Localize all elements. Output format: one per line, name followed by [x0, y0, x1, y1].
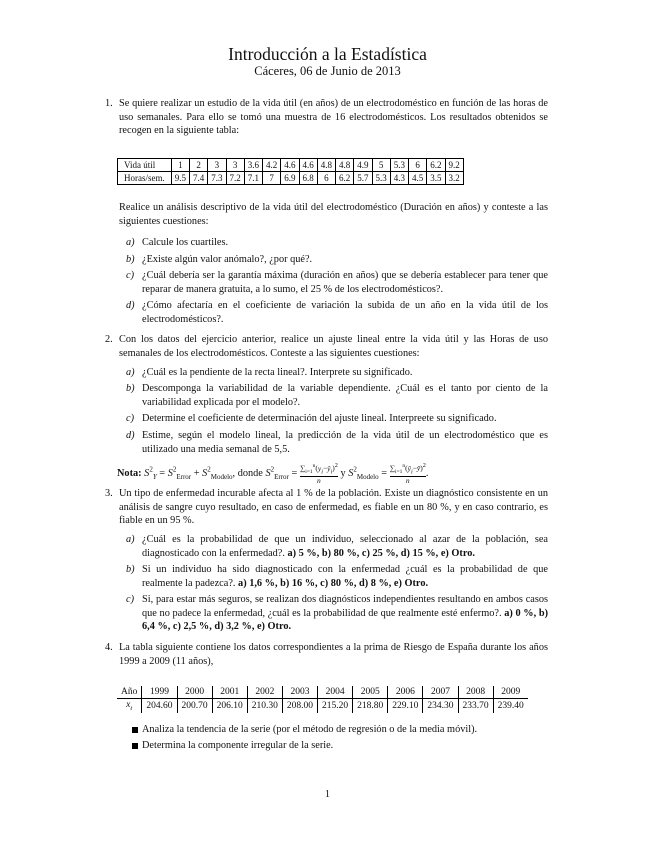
- table-cell: Vida útil: [118, 159, 172, 172]
- q1c-label: c): [126, 270, 134, 281]
- q3b-text: [142, 563, 548, 590]
- table-cell: 5.3: [390, 159, 408, 172]
- table-row: [118, 172, 464, 185]
- q1-number: 1.: [105, 98, 113, 109]
- table-cell: 2000: [177, 686, 212, 699]
- table-cell: 7: [263, 172, 281, 185]
- table-row: [117, 699, 528, 713]
- q2a-text: ¿Cuál es la pendiente de la recta lineal?. Interprete su significado.: [142, 367, 413, 378]
- q3a-text: [142, 533, 548, 560]
- table-cell: 3: [226, 159, 244, 172]
- table-cell: 1999: [142, 686, 177, 699]
- q2b-label: b): [126, 383, 135, 394]
- table-cell: 233.70: [458, 699, 493, 713]
- page-number: 1: [324, 789, 331, 800]
- table-cell: 7.4: [190, 172, 208, 185]
- q1-data-table: [117, 158, 464, 185]
- table-cell: 3.2: [445, 172, 463, 185]
- bullet-icon: [132, 727, 138, 733]
- q2a-label: a): [126, 367, 135, 378]
- table-cell: 2006: [388, 686, 423, 699]
- q2d-label: d): [126, 430, 135, 441]
- table-cell: 5.7: [354, 172, 372, 185]
- table-cell: 4.8: [317, 159, 335, 172]
- q2-number: 2.: [105, 334, 113, 345]
- q2c-label: c): [126, 413, 134, 424]
- q1a-text: Calcule los cuartiles.: [142, 237, 229, 248]
- table-cell: 3.6: [244, 159, 262, 172]
- table-cell: 2009: [493, 686, 528, 699]
- table-cell: 4.3: [390, 172, 408, 185]
- table-cell: 204.60: [142, 699, 177, 713]
- q1c-text: ¿Cuál debería ser la garantía máxima (duración en años) que se debería establecer para tener que reparar de manera gratuita, a lo sumo, el 25 % de los electrodomésticos?.: [142, 270, 548, 295]
- table-cell: 2003: [282, 686, 317, 699]
- table-cell: 200.70: [177, 699, 212, 713]
- table-cell: 2: [190, 159, 208, 172]
- table-cell: [117, 699, 142, 713]
- table-cell: 9.5: [171, 172, 189, 185]
- table-cell: 2005: [353, 686, 388, 699]
- q3-number: 3.: [105, 488, 113, 499]
- table-cell: 2001: [212, 686, 247, 699]
- table-cell: 4.2: [263, 159, 281, 172]
- q3a-question: ¿Cuál es la probabilidad de que un individuo, seleccionado al azar de la población, sea diagnosticado con la enfermedad?.: [142, 534, 548, 559]
- table-cell: 4.5: [409, 172, 427, 185]
- table-cell: 239.40: [493, 699, 528, 713]
- q3c-options: a) 0 %, b) 6,4 %, c) 2,5 %, d) 3,2 %, e) Otro.: [142, 607, 548, 633]
- table-cell: 6.9: [281, 172, 299, 185]
- q3b-question: Si un individuo ha sido diagnosticado con la enfermedad ¿cuál es la probabilidad de que realmente la padezca?.: [142, 564, 548, 589]
- table-cell: 3.5: [427, 172, 445, 185]
- table-cell: 2007: [423, 686, 458, 699]
- table-cell: 6: [409, 159, 427, 172]
- q1d-text: ¿Cómo afectaría en el coeficiente de variación la subida de un año en la vida útil de los electrodomésticos?.: [142, 300, 548, 325]
- q2c-text: Determine el coeficiente de determinación del ajuste lineal. Interpreete su significado.: [142, 413, 497, 424]
- q3a-label: a): [126, 534, 135, 545]
- q3a-options: a) 5 %, b) 80 %, c) 25 %, d) 15 %, e) Otro.: [287, 547, 475, 559]
- q3c-text: [142, 593, 548, 634]
- q4-intro: La tabla siguiente contiene los datos correspondientes a la prima de Riesgo de España durante los años 1999 a 2009 (11 años),: [119, 642, 548, 667]
- table-cell: 3: [208, 159, 226, 172]
- table-cell: 1: [171, 159, 189, 172]
- table-cell: 4.9: [354, 159, 372, 172]
- q2b-text: Descomponga la variabilidad de la variable dependiente. ¿Cuál es el tanto por ciento de la variabilidad explicada por el modelo?.: [142, 383, 548, 408]
- table-cell: 4.6: [299, 159, 317, 172]
- page-title: Introducción a la Estadística: [228, 44, 427, 64]
- q2-note: [117, 462, 428, 485]
- table-cell: 229.10: [388, 699, 423, 713]
- table-cell: 6.2: [427, 159, 445, 172]
- table-cell: 2004: [318, 686, 353, 699]
- q1b-text: ¿Existe algún valor anómalo?, ¿por qué?.: [142, 254, 313, 265]
- table-cell: Horas/sem.: [118, 172, 172, 185]
- xt-subscript: t: [130, 704, 133, 712]
- q1-intro: Se quiere realizar un estudio de la vida útil (en años) de un electrodoméstico en función de las horas de uso semanales. Para ello se tomó una muestra de 16 electrodomésticos. Los resultados obtenidos se recogen en la siguiente tabla:: [119, 98, 548, 137]
- table-cell: 6.8: [299, 172, 317, 185]
- table-cell: 6: [317, 172, 335, 185]
- q4-data-table: [117, 686, 528, 713]
- q4-bullet-1: Analiza la tendencia de la serie (por el método de regresión o de la media móvil).: [142, 724, 478, 735]
- page-subtitle: Cáceres, 06 de Junio de 2013: [254, 64, 401, 78]
- table-cell: Año: [117, 686, 142, 699]
- table-cell: 206.10: [212, 699, 247, 713]
- q2d-text: Estime, según el modelo lineal, la predicción de la vida útil de un electrodoméstico que es utilizado una media semanal de 5,5.: [142, 430, 548, 455]
- table-cell: 2008: [458, 686, 493, 699]
- table-cell: 5.3: [372, 172, 390, 185]
- xt-symbol: x: [126, 700, 131, 710]
- table-row: [118, 159, 464, 172]
- table-cell: 7.3: [208, 172, 226, 185]
- q4-bullet-2: Determina la componente irregular de la serie.: [142, 740, 334, 751]
- table-cell: 2002: [247, 686, 282, 699]
- table-cell: 7.1: [244, 172, 262, 185]
- table-cell: 215.20: [318, 699, 353, 713]
- table-cell: 7.2: [226, 172, 244, 185]
- q3-intro: Un tipo de enfermedad incurable afecta al 1 % de la población. Existe un diagnóstico consistente en un análisis de sangre cuyo resultado, en caso de enfermedad, es fiable en un 80 %, y en caso contrario, es fiable en un 95 %.: [119, 488, 548, 527]
- q1a-label: a): [126, 237, 135, 248]
- q4-number: 4.: [105, 642, 113, 653]
- q3c-question: Si, para estar más seguros, se realizan dos diagnósticos independientes resultando en ambos casos que no padece la enfermedad, ¿cuál es la probabilidad de que realmente esté enfermo?.: [142, 594, 548, 619]
- q3c-label: c): [126, 594, 134, 605]
- table-cell: 210.30: [247, 699, 282, 713]
- q3b-label: b): [126, 564, 135, 575]
- q2-intro: Con los datos del ejercicio anterior, realice un ajuste lineal entre la vida útil y las Horas de uso semanales de los electrodomésticos. Conteste a las siguientes cuestiones:: [119, 334, 548, 359]
- note-label: Nota:: [117, 467, 142, 479]
- note-formula: $S^2_Y = S^2_{Error} + S^2_{Modelo}$, donde $S^2_{Error}$ = $\frac{\sum_{i=1}^n(y_i-ŷ_i)^2}{n}$ y $S^2_{Modelo}$ = $\frac{\sum_{i=1}^n(ŷ_i-ȳ)^2}{n}$ .: [144, 462, 429, 485]
- table-cell: 6.2: [336, 172, 354, 185]
- table-cell: 5: [372, 159, 390, 172]
- q1b-label: b): [126, 254, 135, 265]
- table-cell: 234.30: [423, 699, 458, 713]
- table-row: [117, 686, 528, 699]
- q3b-options: a) 1,6 %, b) 16 %, c) 80 %, d) 8 %, e) Otro.: [238, 577, 429, 589]
- table-cell: 4.6: [281, 159, 299, 172]
- q1d-label: d): [126, 300, 135, 311]
- q1-after-text: Realice un análisis descriptivo de la vida útil del electrodoméstico (Duración en años) y conteste a las siguientes cuestiones:: [119, 202, 548, 227]
- table-cell: 208.00: [282, 699, 317, 713]
- table-cell: 4.8: [336, 159, 354, 172]
- table-cell: 9.2: [445, 159, 463, 172]
- bullet-icon: [132, 743, 138, 749]
- table-cell: 218.80: [353, 699, 388, 713]
